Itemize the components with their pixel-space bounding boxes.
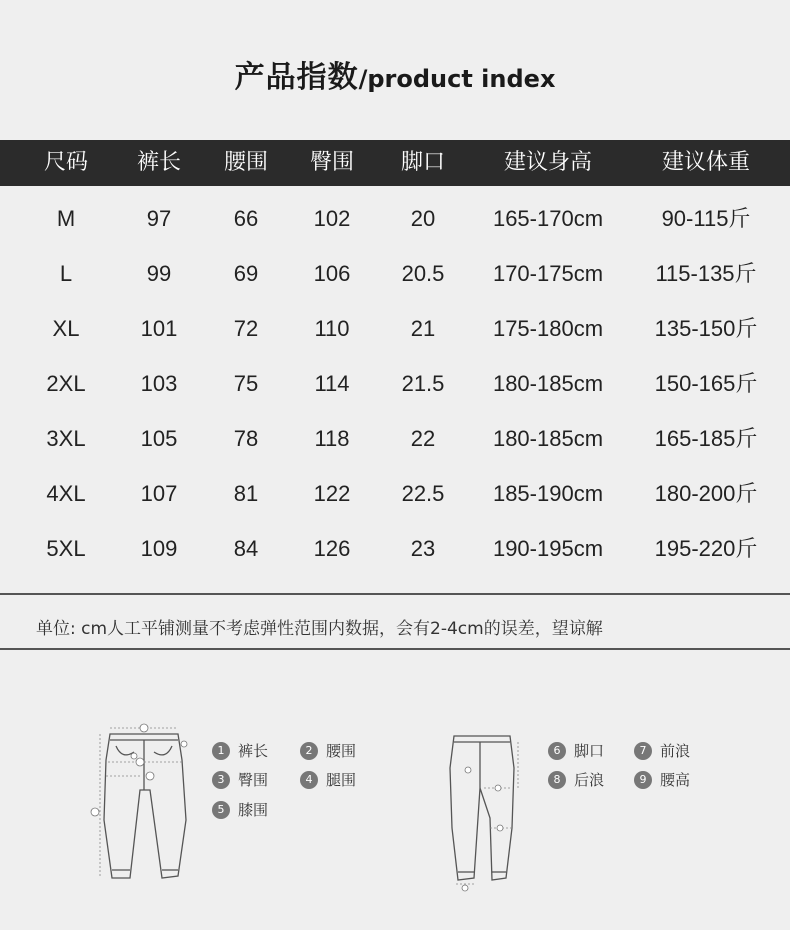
cell-height: 170-175cm [492, 261, 604, 286]
legend-label: 腿围 [326, 771, 357, 789]
cell-size: 5XL [46, 536, 86, 561]
cell-waist: 84 [233, 536, 259, 561]
table-row [0, 246, 790, 301]
title-en: /product index [358, 65, 556, 93]
cell-hip: 102 [313, 206, 351, 231]
title-zh: 产品指数 [234, 60, 359, 95]
cell-weight: 150-165斤 [654, 371, 758, 396]
cell-size: XL [52, 316, 80, 341]
page-title [0, 52, 790, 96]
table-row [0, 411, 790, 466]
legend-label: 膝围 [238, 801, 269, 819]
cell-hip: 110 [314, 316, 350, 341]
table-row [0, 301, 790, 356]
table-header [0, 140, 790, 186]
cell-length: 99 [146, 261, 172, 286]
legend-number-badge: 7 [634, 742, 652, 760]
header-hip: 臀围 [309, 150, 354, 175]
cell-hem: 22.5 [401, 481, 445, 506]
table-row [0, 356, 790, 411]
legend-number-badge: 5 [212, 801, 230, 819]
cell-waist: 66 [233, 206, 259, 231]
cell-size: 3XL [46, 426, 86, 451]
legend-label: 腰围 [326, 742, 357, 760]
cell-size: M [56, 206, 76, 231]
legend-number-badge: 3 [212, 771, 230, 789]
table-row [0, 521, 790, 576]
table-row [0, 191, 790, 246]
cell-weight: 180-200斤 [654, 481, 758, 506]
cell-hip: 122 [313, 481, 351, 506]
header-size: 尺码 [43, 150, 88, 175]
cell-hip: 114 [314, 371, 350, 396]
legend-item [548, 769, 604, 790]
legend-item [212, 799, 268, 820]
measurement-note: 单位: cm人工平铺测量不考虑弹性范围内数据，会有2-4cm的误差，望谅解 [36, 619, 603, 639]
legend-item [212, 769, 268, 790]
cell-hem: 21 [410, 316, 436, 341]
cell-height: 180-185cm [492, 371, 604, 396]
legend-item [300, 769, 356, 790]
pants-side-diagram-icon [440, 728, 530, 896]
cell-waist: 78 [233, 426, 259, 451]
cell-length: 101 [140, 316, 178, 341]
header-weight: 建议体重 [661, 150, 750, 175]
legend-item [212, 740, 268, 761]
header-hem: 脚口 [400, 150, 445, 175]
legend-label: 裤长 [238, 742, 269, 760]
cell-length: 109 [140, 536, 178, 561]
legend-label: 后浪 [574, 771, 605, 789]
legend-number-badge: 8 [548, 771, 566, 789]
cell-hem: 23 [410, 536, 436, 561]
pants-front-diagram-icon [78, 720, 208, 892]
table-row [0, 466, 790, 521]
cell-hip: 126 [313, 536, 351, 561]
cell-length: 107 [140, 481, 178, 506]
cell-hem: 20 [410, 206, 436, 231]
divider-top [0, 593, 790, 595]
divider-bottom [0, 648, 790, 650]
legend-number-badge: 1 [212, 742, 230, 760]
cell-hem: 21.5 [401, 371, 445, 396]
legend-label: 腰高 [660, 771, 691, 789]
cell-height: 165-170cm [492, 206, 604, 231]
header-waist: 腰围 [223, 150, 268, 175]
legend-item [548, 740, 604, 761]
cell-hem: 20.5 [401, 261, 445, 286]
legend-number-badge: 2 [300, 742, 318, 760]
cell-waist: 69 [233, 261, 259, 286]
cell-size: L [59, 261, 73, 286]
cell-height: 180-185cm [492, 426, 604, 451]
cell-waist: 72 [233, 316, 259, 341]
cell-waist: 81 [233, 481, 259, 506]
table-body [0, 186, 790, 576]
legend-item [634, 740, 690, 761]
cell-height: 175-180cm [492, 316, 604, 341]
legend-label: 前浪 [660, 742, 691, 760]
header-height: 建议身高 [503, 150, 592, 175]
cell-weight: 135-150斤 [654, 316, 758, 341]
cell-waist: 75 [233, 371, 259, 396]
cell-weight: 195-220斤 [654, 536, 758, 561]
legend-number-badge: 6 [548, 742, 566, 760]
legend-label: 臀围 [238, 771, 269, 789]
header-length: 裤长 [136, 150, 181, 175]
legend-number-badge: 9 [634, 771, 652, 789]
cell-hem: 22 [410, 426, 436, 451]
cell-length: 105 [140, 426, 178, 451]
size-table [0, 140, 790, 576]
legend-number-badge: 4 [300, 771, 318, 789]
cell-length: 103 [140, 371, 178, 396]
cell-height: 185-190cm [492, 481, 604, 506]
cell-hip: 118 [314, 426, 350, 451]
cell-size: 2XL [46, 371, 86, 396]
cell-size: 4XL [46, 481, 86, 506]
cell-weight: 90-115斤 [661, 206, 751, 231]
legend-label: 脚口 [574, 742, 605, 760]
cell-hip: 106 [313, 261, 351, 286]
cell-weight: 115-135斤 [655, 261, 757, 286]
cell-height: 190-195cm [492, 536, 604, 561]
cell-length: 97 [146, 206, 172, 231]
legend-item [634, 769, 690, 790]
legend-item [300, 740, 356, 761]
cell-weight: 165-185斤 [654, 426, 758, 451]
